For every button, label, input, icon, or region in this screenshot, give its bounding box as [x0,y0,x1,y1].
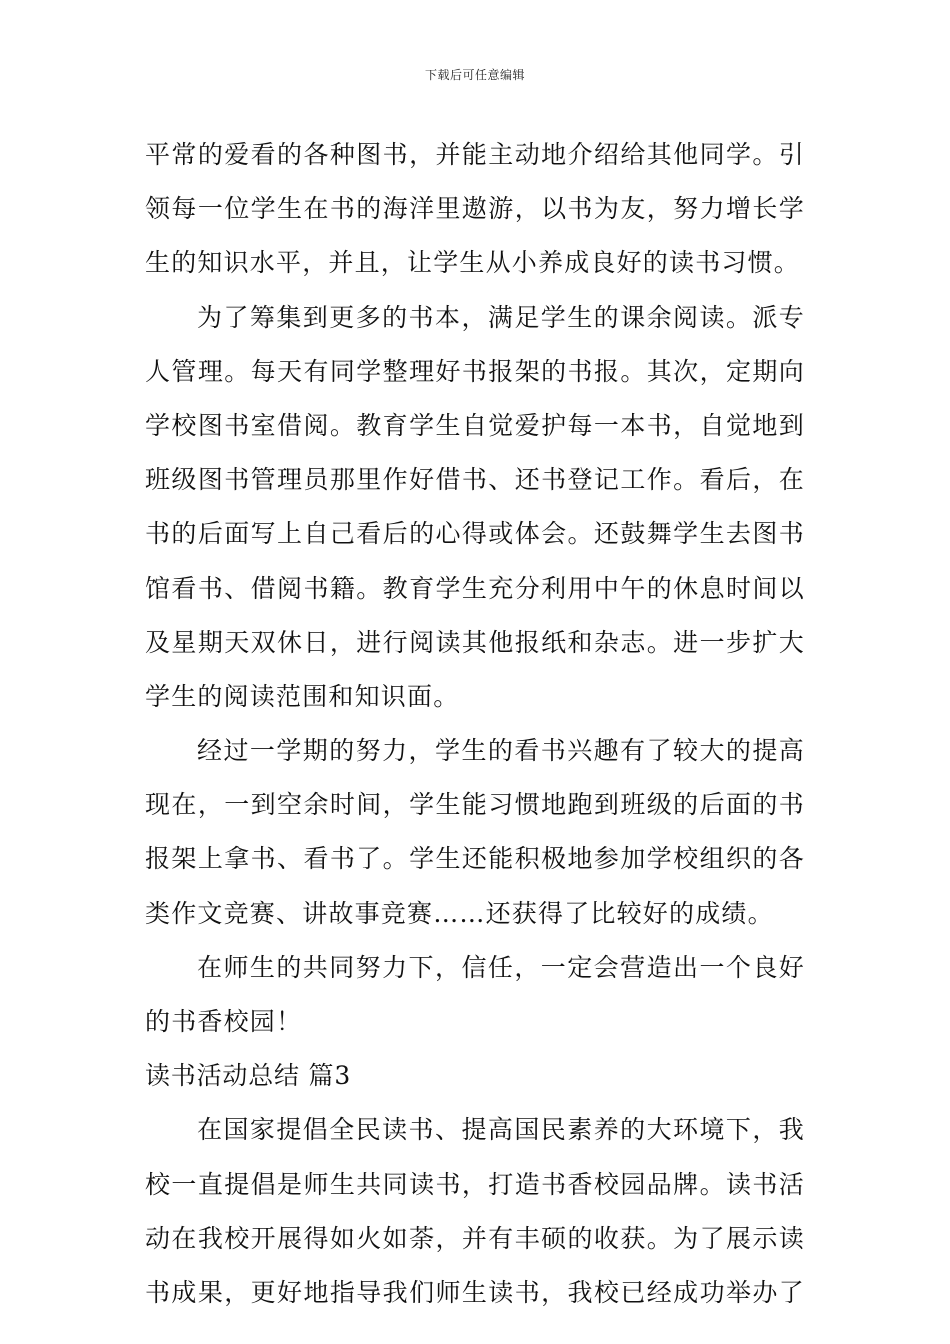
text-line: 人管理。每天有同学整理好书报架的书报。其次，定期向 [145,356,805,386]
text-line: 的书香校园！ [145,1007,303,1036]
text-line: 校一直提倡是师生共同读书，打造书香校园品牌。读书活 [145,1169,805,1199]
text-line: 书成果，更好地指导我们师生读书，我校已经成功举办了 [145,1277,805,1307]
text-line: 及星期天双休日，进行阅读其他报纸和杂志。进一步扩大 [145,627,805,657]
text-line: 领每一位学生在书的海洋里遨游，以书为友，努力增长学 [145,194,805,224]
text-line: 平常的爱看的各种图书，并能主动地介绍给其他同学。引 [145,140,805,169]
document-body [145,128,805,1320]
text-line: 报架上拿书、看书了。学生还能积极地参加学校组织的各 [145,844,805,874]
text-line: 经过一学期的努力，学生的看书兴趣有了较大的提高 [197,736,805,766]
text-line: 现在，一到空余时间，学生能习惯地跑到班级的后面的书 [145,790,805,820]
text-line: 生的知识水平，并且，让学生从小养成良好的读书习惯。 [145,248,801,278]
text-line: 动在我校开展得如火如荼，并有丰硕的收获。为了展示读 [145,1223,805,1253]
text-line: 在师生的共同努力下，信任，一定会营造出一个良好 [197,952,805,982]
text-line: 学校图书室借阅。教育学生自觉爱护每一本书，自觉地到 [145,410,805,440]
text-line: 类作文竞赛、讲故事竞赛……还获得了比较好的成绩。 [145,898,774,928]
text-line: 班级图书管理员那里作好借书、还书登记工作。看后，在 [145,465,805,495]
text-line: 在国家提倡全民读书、提高国民素养的大环境下，我 [197,1115,805,1145]
section-heading: 读书活动总结 篇3 [145,1061,352,1091]
text-line: 馆看书、借阅书籍。教育学生充分利用中午的休息时间以 [145,573,805,603]
page-header-note: 下载后可任意编辑 [424,68,525,82]
text-line: 学生的阅读范围和知识面。 [145,681,460,711]
text-line: 为了筹集到更多的书本，满足学生的课余阅读。派专 [197,302,805,332]
text-line: 书的后面写上自己看后的心得或体会。还鼓舞学生去图书 [145,519,805,549]
